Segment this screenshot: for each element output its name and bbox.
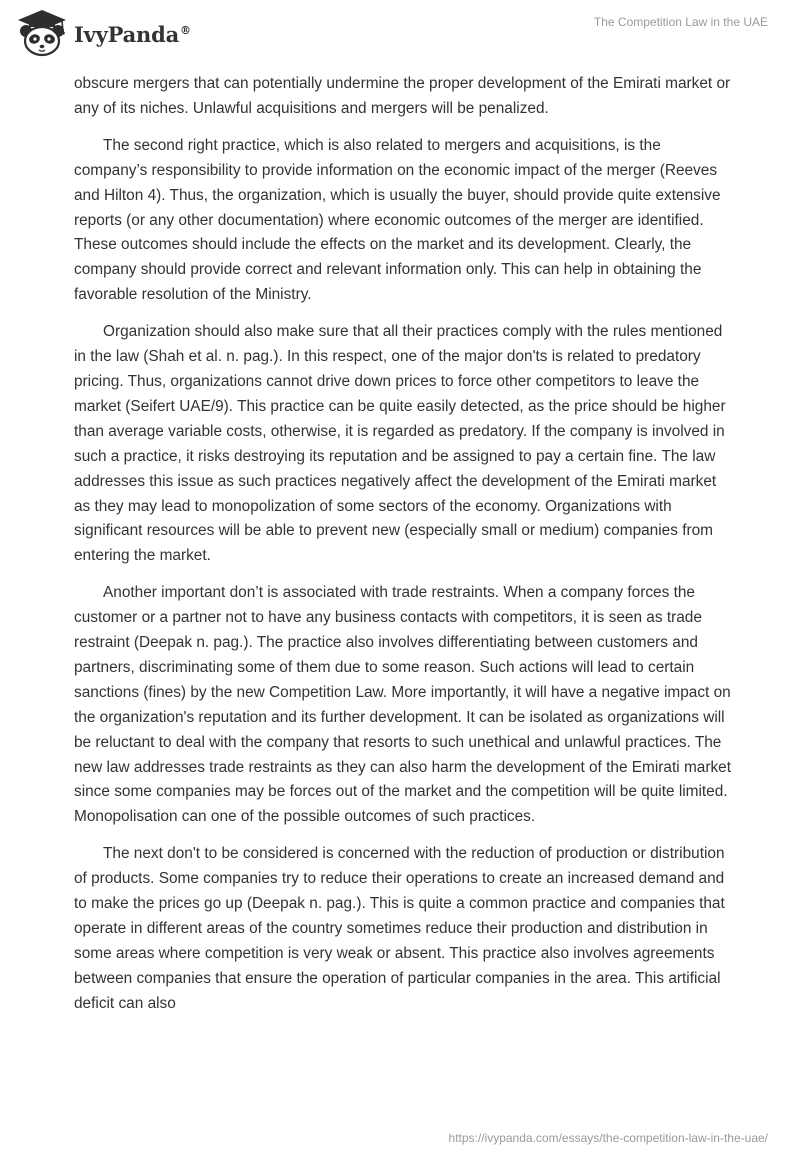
page-header [0, 0, 800, 70]
essay-body [74, 72, 734, 1029]
brand-name: IvyPanda® [74, 21, 191, 47]
paragraph: The next don't to be considered is concerned with the reduction of production or distribution of products. Some companies try to reduce their operations to create an increased demand and to make the prices go up (Deepak n. pag.). This is quite a common practice and companies that operate in different areas of the country sometimes reduce their production and distribution in some areas where competition is very weak or absent. This practice also involves agreements between companies that ensure the operation of particular companies in the area. This artificial deficit can also [74, 845, 725, 1012]
paragraph-continuation: obscure mergers that can potentially undermine the proper development of the Emirati market or any of its niches. Unlawful acquisitions and mergers will be penalized. [74, 75, 731, 117]
registered-mark: ® [180, 23, 191, 37]
document-title: The Competition Law in the UAE [593, 15, 768, 29]
panda-graduate-icon [14, 8, 70, 58]
paragraph: The second right practice, which is also related to mergers and acquisitions, is the company’s responsibility to provide information on the economic impact of the merger (Reeves and Hilton 4). Thus, the organization, which is usually the buyer, should provide quite extensive reports (or any other documentation) where economic outcomes of the merger are identified. These outcomes should include the effects on the market and its development. Clearly, the company should provide correct and relevant information only. This can help in obtaining the favorable resolution of the Ministry. [74, 136, 721, 304]
paragraph: Another important don’t is associated with trade restraints. When a company forces the customer or a partner not to have any business contacts with competitors, it is seen as trade restraint (Deepak n. pag.). The practice also involves differentiating between customers and partners, discriminating some of them due to some reason. Such actions will lead to certain sanctions (fines) by the new Competition Law. More importantly, it will have a negative impact on the organization's reputation and its further development. It can be isolated as organizations will be reluctant to deal with the company that resorts to such unethical and unlawful practices. The new law addresses trade restraints as they can also harm the development of the Emirati market since some companies may be forces out of the market and the competition will be quite limited. Monopolisation can one of the possible outcomes of such practices. [74, 584, 731, 826]
source-url-link[interactable]: https://ivypanda.com/essays/the-competition-law-in-the-uae/ [448, 1131, 768, 1145]
paragraph: Organization should also make sure that all their practices comply with the rules mentioned in the law (Shah et al. n. pag.). In this respect, one of the major don'ts is related to predatory pricing. Thus, organizations cannot drive down prices to force other competitors to leave the market (Seifert UAE/9). This practice can be quite easily detected, as the price should be higher than average variable costs, otherwise, it is regarded as predatory. If the company is involved in such a practice, it risks destroying its reputation and be assigned to pay a certain fine. The law addresses this issue as such practices negatively affect the development of the Emirati market as they may lead to monopolization of some sectors of the economy. Organizations with significant resources will be able to prevent new (especially small or medium) companies from entering the market. [74, 323, 726, 565]
ivypanda-logo[interactable] [14, 8, 191, 58]
